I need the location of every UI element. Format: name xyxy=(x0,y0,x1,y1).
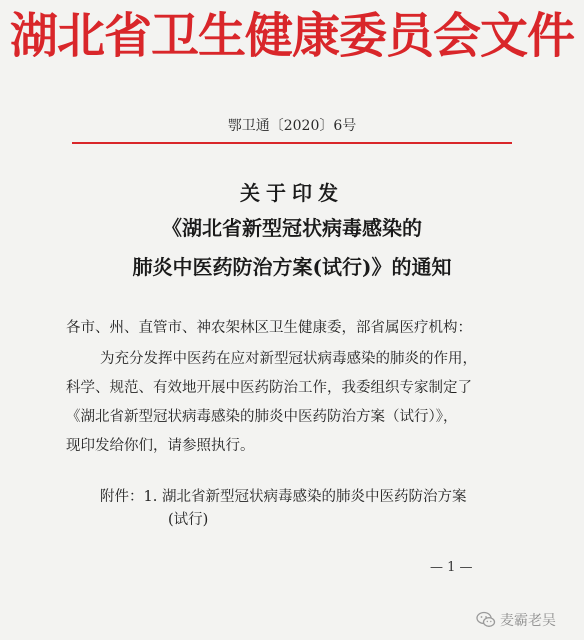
notice-title-line-3: 肺炎中医药防治方案(试行)》的通知 xyxy=(132,255,452,279)
wechat-icon xyxy=(476,611,496,629)
watermark xyxy=(476,608,556,632)
red-divider-line xyxy=(72,142,512,144)
attachment-line: 附件：1. 湖北省新型冠状病毒感染的肺炎中医药防治方案 xyxy=(100,489,467,505)
page-number: — 1 — xyxy=(430,560,473,575)
notice-title-line-1: 关于印发 xyxy=(240,181,344,205)
paragraph-line: 现印发给你们，请参照执行。 xyxy=(66,438,255,454)
watermark-text: 麦霸老吴 xyxy=(500,613,556,629)
document-header-title: 湖北省卫生健康委员会文件 xyxy=(9,8,574,64)
addressee-line: 各市、州、直管市、神农架林区卫生健康委，部省属医疗机构： xyxy=(66,320,472,336)
paragraph-line: 为充分发挥中医药在应对新型冠状病毒感染的肺炎的作用， xyxy=(100,351,477,367)
paragraph-line: 科学、规范、有效地开展中医药防治工作，我委组织专家制定了 xyxy=(66,380,472,396)
attachment-line-continued: (试行) xyxy=(168,512,209,528)
notice-title-line-2: 《湖北省新型冠状病毒感染的 xyxy=(162,216,422,240)
paragraph-line: 《湖北省新型冠状病毒感染的肺炎中医药防治方案（试行）》， xyxy=(66,409,458,425)
document-number: 鄂卫通〔2020〕6号 xyxy=(227,118,357,134)
